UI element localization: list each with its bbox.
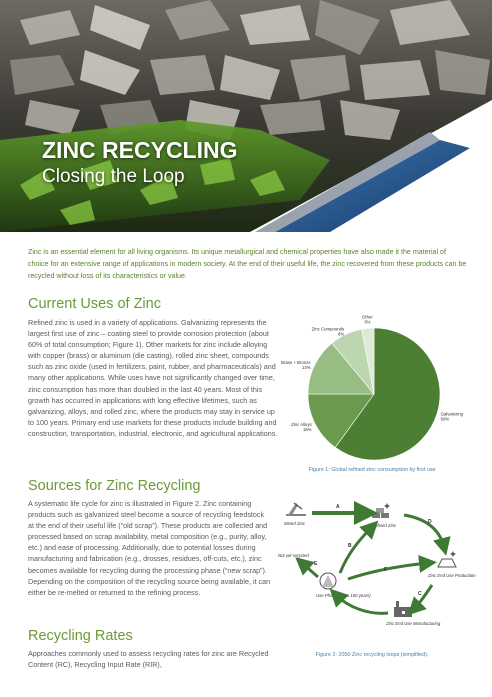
mined-zinc-icon xyxy=(286,503,306,515)
current-uses-text: Refined zinc is used in a variety of applications. Galvanizing represents the largest first use of zinc – coating steel to provide corrosion protection (about 60% of total consumption; Figure 1). Other markets for zinc include alloying with copper (brass) or aluminum (die casting), rolled zinc sheet, compounds such as zinc oxide (used in fertilizers, paint, rubber, and pharmaceuticals) and many other applications. While uses have not significantly changed over time, zinc consumption has more than doubled in the last 40 years. Most of this growth has occurred in applications with long effective lifetimes, such as galvanizing, alloys, and rolled zinc, where the products may stay in service up to 100 years. Primary end use markets for these products include building and construction, transportation, industrial, electronic, and agricultural applications. xyxy=(28,318,278,438)
node-mined-zinc: Mined Zinc xyxy=(284,521,306,526)
intro-paragraph: Zinc is an essential element for all living organisms. Its unique metallurgical and chemical properties have also made it the material of choice for an extensive range of applications in modern society. At the end of their useful life, the zinc recovered from these products can be recycled without loss of its characteristics or value. xyxy=(28,248,467,280)
arrow-d xyxy=(404,515,444,547)
figure1-caption: Figure 1: Global refined zinc consumption by first use xyxy=(308,467,436,473)
end-use-production-icon xyxy=(438,551,456,567)
arrow-c xyxy=(414,585,432,609)
node-end-use-production-1: Zinc End Use Production xyxy=(428,573,476,578)
page-subtitle: Closing the Loop xyxy=(42,166,185,187)
heading-recycling-rates: Recycling Rates xyxy=(28,628,133,644)
hero-image xyxy=(0,0,492,232)
manufacturing-icon xyxy=(394,601,412,617)
node-not-recycled: Not yet recycled xyxy=(278,553,309,558)
sources-text: A systematic life cycle for zinc is illustrated in Figure 2. Zinc containing products such as galvanized steel become a source of recycling feedstock at the end of their useful life (“old scrap”). These products are collected and processed based on scrap availability, metal composition (e.g., purity, alloy, etc.) and ease of processing. Additionally, due to potential losses during manufacturing and fabrication (e.g., drosses, residues, off-cuts, etc.), zinc becomes available for recycling during the processing phase (“new scrap”). Depending on the composition of the recycling source being available, it can either be re-melted or returned to the refining process. xyxy=(28,499,271,597)
page-title: ZINC RECYCLING xyxy=(42,137,238,163)
arrow-label-c: C xyxy=(418,591,422,597)
pie-value-other: 3% xyxy=(364,319,371,325)
pie-label-galvanizing: Galvanizing xyxy=(440,411,464,417)
hero-banner xyxy=(0,0,492,232)
pie-value-brass-bronze: 14% xyxy=(302,365,311,371)
arrow-label-f: F xyxy=(384,567,388,573)
node-use-phase: Use Phase (up to 100 years) xyxy=(316,593,371,598)
heading-sources: Sources for Zinc Recycling xyxy=(28,478,201,494)
heading-current-uses: Current Uses of Zinc xyxy=(28,296,161,312)
recycling-rates-text: Approaches commonly used to assess recycling rates for zinc are Recycled Content (RC), Recycling Input Rate (RIR), xyxy=(28,649,269,670)
arrow-label-e: E xyxy=(314,561,318,567)
arrow-f xyxy=(348,563,428,579)
arrow-b xyxy=(340,527,372,573)
pie-value-galvanizing: 60% xyxy=(440,416,450,422)
refined-zinc-icon xyxy=(372,503,390,518)
node-manufacturing: Zinc End Use Manufacturing xyxy=(386,621,441,626)
arrow-label-b: B xyxy=(348,543,352,549)
pie-label-other: Other xyxy=(362,314,373,320)
arrow-label-d: D xyxy=(428,519,432,525)
pie-value-zinc-alloys: 15% xyxy=(303,426,312,432)
recycling-loop-diagram xyxy=(268,497,476,647)
pie-value-zinc-compounds: 8% xyxy=(337,331,345,337)
pie-label-brass-bronze: Brass + Bronze xyxy=(281,360,311,366)
arrow-label-a: A xyxy=(336,504,340,510)
zinc-use-pie-chart xyxy=(282,314,462,464)
pie-label-zinc-alloys: Zinc Alloys xyxy=(291,421,312,427)
node-refined-zinc: Refined Zinc xyxy=(372,523,397,528)
figure2-caption: Figure 2: 2050 Zinc recycling loops (simplified). xyxy=(315,652,429,658)
pie-label-zinc-compounds: Zinc Compounds xyxy=(311,326,345,332)
use-phase-icon xyxy=(320,573,336,589)
